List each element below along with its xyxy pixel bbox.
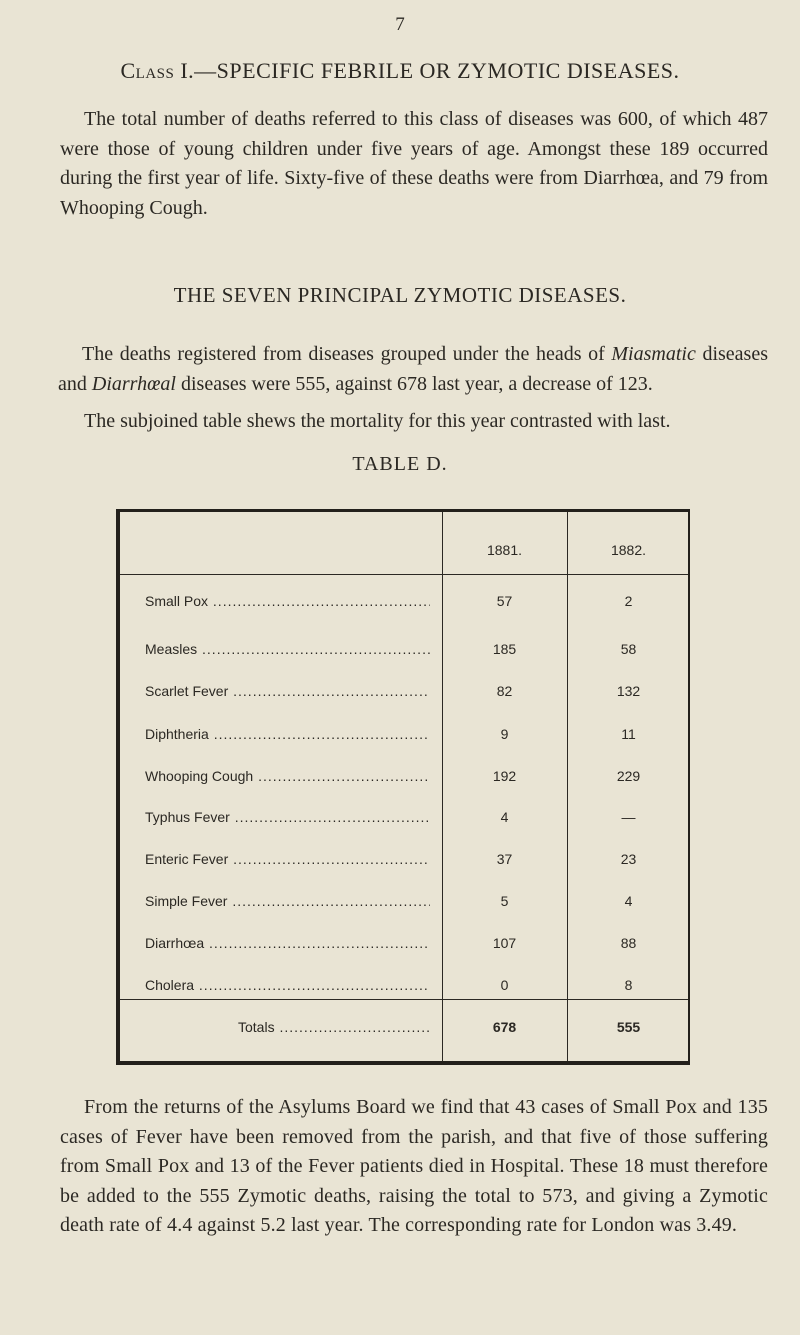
page-number: 7 <box>395 14 405 35</box>
value-1882: 8 <box>624 977 633 993</box>
italic-term-diarrhoeal: Diarrhœal <box>91 372 176 395</box>
table-totals-rule <box>120 999 688 1000</box>
class-heading <box>0 58 800 84</box>
value-1882: 132 <box>616 683 641 699</box>
total-1882: 555 <box>616 1019 641 1035</box>
mortality-table <box>116 509 690 1065</box>
table-row <box>120 893 688 913</box>
table-totals-row <box>120 1019 688 1039</box>
table-row <box>120 977 688 997</box>
class-heading-prefix: Class I. <box>120 58 195 83</box>
table-row <box>120 809 688 829</box>
row-label: Diphtheria ..... <box>145 726 430 742</box>
paragraph-table-intro: The subjoined table shews the mortality for this year contrasted with last. <box>84 410 671 432</box>
row-label: Cholera ..... <box>145 977 430 993</box>
value-1881: 192 <box>492 768 517 784</box>
row-label: Small Pox ..... <box>145 593 430 609</box>
table-header-rule <box>120 574 688 575</box>
column-header-1882: 1882. <box>610 542 647 558</box>
paragraph-asylums-board: From the returns of the Asylums Board we find that 43 cases of Small Pox and 135 cases of Fever have been removed from the parish, and that five of those suffering from Small Pox and 13 of the Fever patients died in Hospital. These 18 must therefore be added to the 555 Zymotic deaths, raising the total to 573, and giving a Zymotic death rate of 4.4 against 5.2 last year. The corresponding rate for London was 3.49. <box>60 1096 768 1236</box>
value-1882: 88 <box>620 935 637 951</box>
class-heading-title: —SPECIFIC FEBRILE OR ZYMOTIC DISEASES. <box>194 58 680 83</box>
value-1881: 37 <box>496 851 513 867</box>
value-1882: 2 <box>624 593 633 609</box>
value-1882: 23 <box>620 851 637 867</box>
value-1881: 0 <box>500 977 509 993</box>
paragraph-miasmatic <box>58 340 768 399</box>
row-label: Whooping Cough ..... <box>145 768 430 784</box>
value-1881: 57 <box>496 593 513 609</box>
paragraph-text: diseases were 555, against 678 last year, a decrease of 123. <box>176 372 653 395</box>
paragraph-text: The deaths registered from diseases grouped under the heads of <box>82 343 612 365</box>
section-heading: THE SEVEN PRINCIPAL ZYMOTIC DISEASES. <box>173 283 627 307</box>
value-1882: 58 <box>620 641 637 657</box>
paragraph-class-total: The total number of deaths referred to this class of diseases was 600, of which 487 were those of young children under five years of age. Amongst these 189 occurred during the first year of life. Sixty-five of these deaths were from Diarrhœa, and 79 from Whooping Cough. <box>60 108 768 219</box>
table-title: TABLE D. <box>352 453 448 475</box>
table-row <box>120 683 688 703</box>
value-1881: 9 <box>500 726 509 742</box>
italic-term-miasmatic: Miasmatic <box>611 343 696 365</box>
value-1881: 82 <box>496 683 513 699</box>
total-1881: 678 <box>492 1019 517 1035</box>
row-label: Diarrhœa ..... <box>145 935 430 951</box>
table-row <box>120 593 688 613</box>
value-1882: — <box>621 809 636 825</box>
column-header-1881: 1881. <box>486 542 523 558</box>
value-1882: 229 <box>616 768 641 784</box>
value-1882: 4 <box>624 893 633 909</box>
value-1881: 107 <box>492 935 517 951</box>
row-label: Measles ..... <box>145 641 430 657</box>
table-row <box>120 726 688 746</box>
table-row <box>120 851 688 871</box>
value-1881: 185 <box>492 641 517 657</box>
table-row <box>120 935 688 955</box>
row-label: Enteric Fever ..... <box>145 851 430 867</box>
table-row <box>120 641 688 661</box>
value-1881: 5 <box>500 893 509 909</box>
totals-label: Totals ..... <box>238 1019 430 1035</box>
value-1882: 11 <box>621 726 636 742</box>
paragraph-text: diseases and <box>58 343 768 395</box>
row-label: Typhus Fever ..... <box>145 809 430 825</box>
row-label: Scarlet Fever ..... <box>145 683 430 699</box>
row-label: Simple Fever ..... <box>145 893 430 909</box>
table-row <box>120 768 688 788</box>
value-1881: 4 <box>500 809 509 825</box>
